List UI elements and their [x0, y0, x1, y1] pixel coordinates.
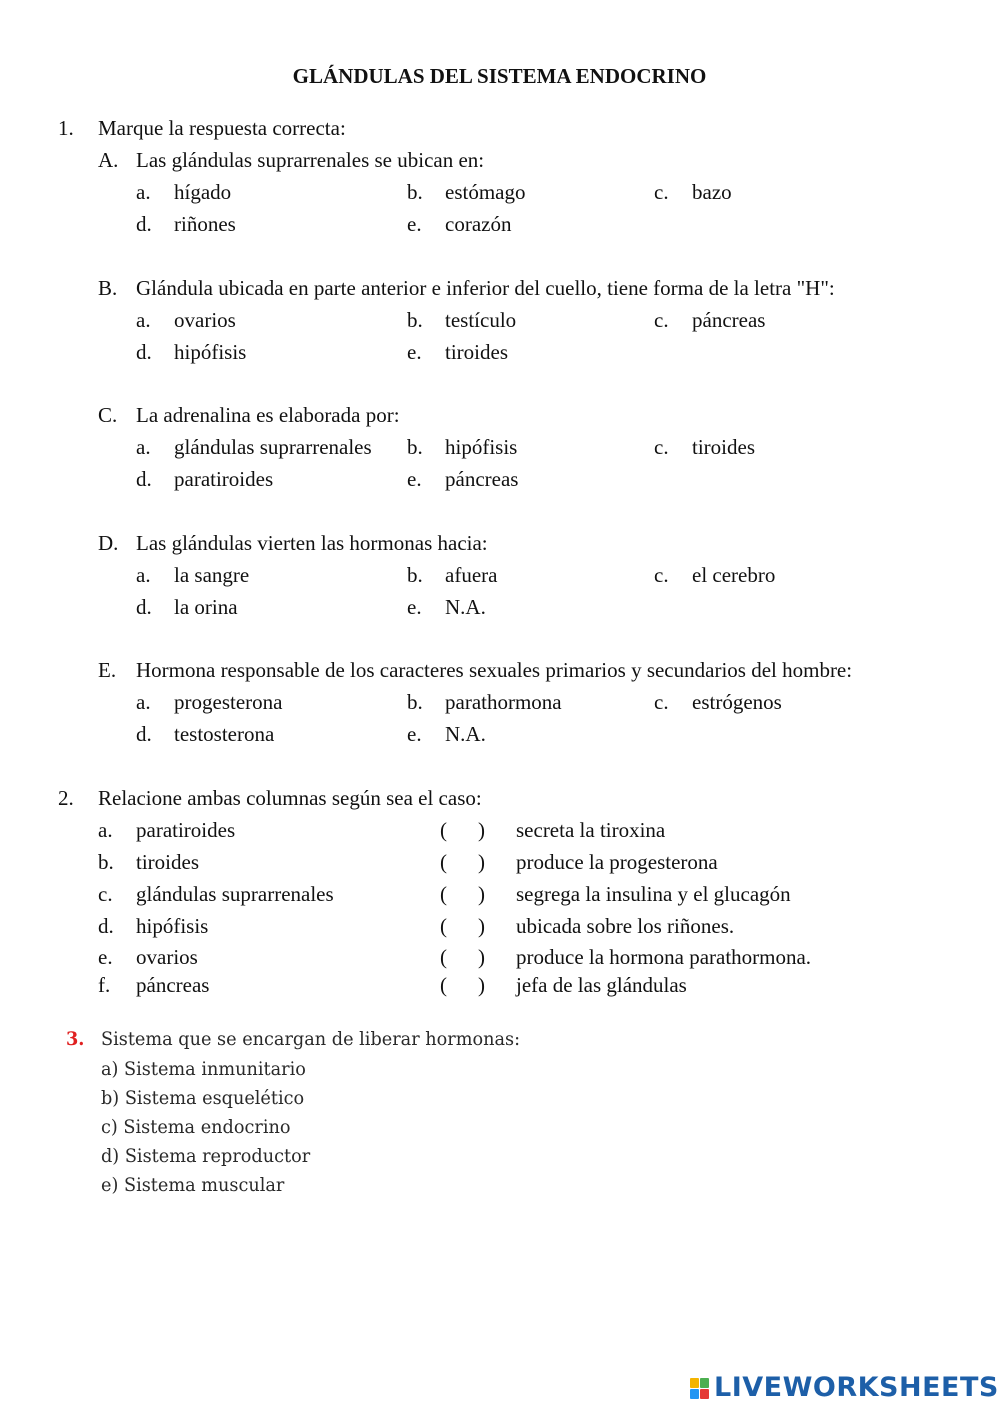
option-letter: d. [136, 212, 152, 236]
match-answer-blank[interactable] [451, 973, 475, 997]
option-text: estómago [445, 180, 526, 204]
option-text: corazón [445, 212, 512, 236]
match-right-item: produce la progesterona [516, 850, 718, 874]
match-right-item: secreta la tiroxina [516, 818, 666, 842]
option-text: glándulas suprarrenales [174, 435, 372, 459]
option-text: bazo [692, 180, 732, 204]
question-prompt: Marque la respuesta correcta: [98, 116, 346, 140]
sub-question-text: Las glándulas suprarrenales se ubican en: [136, 148, 485, 172]
option-text: hígado [174, 180, 232, 204]
match-row-letter: a. [98, 818, 113, 842]
option-text: páncreas [692, 308, 766, 332]
match-left-item: tiroides [136, 850, 199, 874]
question-number: 3. [66, 1028, 85, 1050]
match-right-item: jefa de las glándulas [516, 973, 687, 997]
option-letter: a. [136, 308, 151, 332]
match-answer-open-paren: ( [440, 818, 447, 842]
option-text: el cerebro [692, 563, 776, 587]
option-text: la sangre [174, 563, 250, 587]
match-answer-blank[interactable] [451, 914, 475, 938]
option-letter: d. [136, 467, 152, 491]
option-text: N.A. [445, 595, 486, 619]
question-number: 2. [58, 786, 74, 810]
match-answer-blank[interactable] [451, 882, 475, 906]
option-text: ovarios [174, 308, 236, 332]
match-right-item: segrega la insulina y el glucagón [516, 882, 791, 906]
match-row-letter: d. [98, 914, 114, 938]
sub-question-text: La adrenalina es elaborada por: [136, 403, 400, 427]
match-right-item: ubicada sobre los riñones. [516, 914, 735, 938]
match-answer-close-paren: ) [478, 914, 485, 938]
liveworksheets-logo [690, 1372, 999, 1403]
option-text: la orina [174, 595, 238, 619]
option-text: b) Sistema esquelético [101, 1087, 305, 1109]
match-answer-close-paren: ) [478, 973, 485, 997]
match-left-item: hipófisis [136, 914, 209, 938]
sub-question-text: Glándula ubicada en parte anterior e inferior del cuello, tiene forma de la letra "H": [136, 276, 835, 300]
sub-question-letter: A. [98, 148, 119, 172]
sub-question-letter: B. [98, 276, 118, 300]
match-row-letter: b. [98, 850, 114, 874]
option-text: hipófisis [174, 340, 247, 364]
option-letter: a. [136, 563, 151, 587]
option-letter: e. [407, 722, 422, 746]
option-text: a) Sistema inmunitario [101, 1058, 306, 1080]
sub-question-letter: C. [98, 403, 118, 427]
match-left-item: ovarios [136, 945, 198, 969]
sub-question-letter: E. [98, 658, 117, 682]
option-letter: c. [654, 308, 669, 332]
option-letter: d. [136, 595, 152, 619]
page-title: GLÁNDULAS DEL SISTEMA ENDOCRINO [292, 64, 707, 88]
option-letter: d. [136, 722, 152, 746]
option-letter: a. [136, 180, 151, 204]
option-letter: e. [407, 340, 422, 364]
question-prompt: Sistema que se encargan de liberar hormonas: [101, 1028, 521, 1050]
match-answer-blank[interactable] [451, 850, 475, 874]
sub-question-text: Las glándulas vierten las hormonas hacia: [136, 531, 488, 555]
option-text: tiroides [445, 340, 508, 364]
match-answer-open-paren: ( [440, 850, 447, 874]
option-letter: a. [136, 435, 151, 459]
option-letter: b. [407, 435, 423, 459]
option-text: N.A. [445, 722, 486, 746]
option-text: progesterona [174, 690, 283, 714]
match-left-item: paratiroides [136, 818, 236, 842]
option-text: hipófisis [445, 435, 518, 459]
option-text: testosterona [174, 722, 275, 746]
logo-icon [690, 1378, 710, 1400]
match-right-item: produce la hormona parathormona. [516, 945, 812, 969]
option-text: estrógenos [692, 690, 782, 714]
option-text: páncreas [445, 467, 519, 491]
option-letter: e. [407, 212, 422, 236]
match-row-letter: e. [98, 945, 113, 969]
option-letter: e. [407, 595, 422, 619]
option-text: testículo [445, 308, 517, 332]
option-letter: b. [407, 690, 423, 714]
option-letter: c. [654, 690, 669, 714]
question-prompt: Relacione ambas columnas según sea el caso: [98, 786, 482, 810]
option-text: parathormona [445, 690, 562, 714]
match-row-letter: f. [98, 973, 111, 997]
match-row-letter: c. [98, 882, 113, 906]
match-answer-blank[interactable] [451, 945, 475, 969]
match-answer-close-paren: ) [478, 818, 485, 842]
match-answer-open-paren: ( [440, 945, 447, 969]
question-number: 1. [58, 116, 74, 140]
match-left-item: páncreas [136, 973, 210, 997]
option-text: paratiroides [174, 467, 274, 491]
match-answer-close-paren: ) [478, 850, 485, 874]
match-answer-blank[interactable] [451, 818, 475, 842]
sub-question-text: Hormona responsable de los caracteres sexuales primarios y secundarios del hombre: [136, 658, 853, 682]
option-letter: a. [136, 690, 151, 714]
option-letter: c. [654, 180, 669, 204]
match-answer-open-paren: ( [440, 973, 447, 997]
match-answer-close-paren: ) [478, 945, 485, 969]
option-text: tiroides [692, 435, 755, 459]
option-text: afuera [445, 563, 498, 587]
option-letter: b. [407, 308, 423, 332]
option-letter: b. [407, 563, 423, 587]
match-left-item: glándulas suprarrenales [136, 882, 334, 906]
logo-text: LIVEWORKSHEETS [714, 1372, 999, 1403]
sub-question-letter: D. [98, 531, 119, 555]
match-answer-open-paren: ( [440, 882, 447, 906]
option-text: riñones [174, 212, 236, 236]
option-letter: e. [407, 467, 422, 491]
option-letter: b. [407, 180, 423, 204]
option-letter: c. [654, 435, 669, 459]
option-letter: c. [654, 563, 669, 587]
option-letter: d. [136, 340, 152, 364]
match-answer-close-paren: ) [478, 882, 485, 906]
match-answer-open-paren: ( [440, 914, 447, 938]
option-text: d) Sistema reproductor [101, 1145, 311, 1167]
option-text: c) Sistema endocrino [101, 1116, 291, 1138]
option-text: e) Sistema muscular [101, 1174, 285, 1196]
